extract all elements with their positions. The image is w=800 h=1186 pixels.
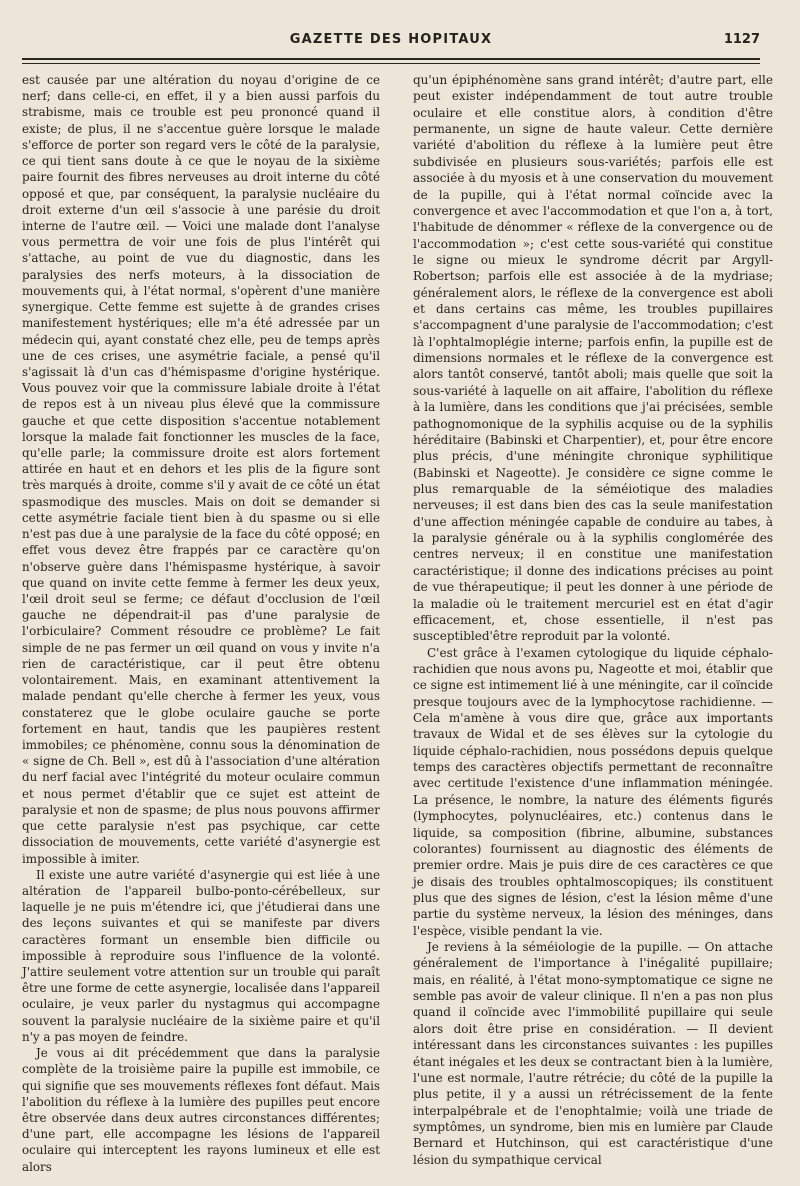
right-column <box>413 72 773 1168</box>
paragraph: Il existe une autre variété d'asynergie qui est liée à une altération de l'appareil bulbo-ponto-cérébelleux, sur laquelle je ne puis m'étendre ici, que j'étudierai dans une des leçons suivantes et qui se manifeste par divers caractères formant un ensemble bien difficile ou impossible à reproduire sous l'influence de la volonté. J'attire seulement votre attention sur un trouble qui paraît être une forme de cette asynergie, localisée dans l'appareil oculaire, je veux parler du nystagmus qui accompagne souvent la paralysie nucléaire de la sixième paire et qu'il n'y a pas moyen de feindre. <box>22 867 380 1044</box>
paragraph: est causée par une altération du noyau d'origine de ce nerf; dans celle-ci, en effet, il y a bien aussi parfois du strabisme, mais ce trouble est peu prononcé quand il existe; de plus, il ne s'accentue guère lorsque le malade s'efforce de porter son regard vers le côté de la paralysie, ce qui tient sans doute à ce que le noyau de la sixième paire fournit des fibres nerveuses au droit interne du côté opposé et que, par conséquent, la paralysie nucléaire du droit externe d'un œil s'associe à une parésie du droit interne de l'autre œil. — Voici une malade dont l'analyse vous permettra de voir une fois de plus l'intérêt qui s'attache, au point de vue du diagnostic, dans les paralysies des nerfs moteurs, à la dissociation de mouvements qui, à l'état normal, s'opèrent d'une manière synergique. Cette femme est sujette à de grandes crises manifestement hystériques; elle m'a été adressée par un médecin qui, ayant constaté chez elle, peu de temps après une de ces crises, une asymétrie faciale, a pensé qu'il s'agissait là d'un cas d'hémispasme d'origine hystérique. Vous pouvez voir que la commissure labiale droite à l'état de repos est à un niveau plus élevé que la commissure gauche et que cette disposition s'accentue notablement lorsque la malade fait fonctionner les muscles de la face, qu'elle parle; la commissure droite est alors fortement attirée en haut et en dehors et les plis de la figure sont très marqués à droite, comme s'il y avait de ce côté un état spasmodique des muscles. Mais on doit se demander si cette asymétrie faciale tient bien à du spasme ou si elle n'est pas due à une paralysie de la face du côté opposé; en effet vous devez être frappés par ce caractère qu'on n'observe guère dans l'hémispasme hystérique, à savoir que quand on invite cette femme à fermer les deux yeux, l'œil droit seul se ferme; ce défaut d'occlusion de l'œil gauche ne dépendrait-il pas d'une paralysie de l'orbiculaire? Comment résoudre ce problème? Le fait simple de ne pas fermer un œil quand on vous y invite n'a rien de caractéristique, car il peut être obtenu volontairement. Mais, en examinant attentivement la malade pendant qu'elle cherche à fermer les yeux, vous constaterez que le globe oculaire gauche se porte fortement en haut, tandis que les paupières restent immobiles; ce phénomène, connu sous la dénomination de « signe de Ch. Bell », est dû à l'association d'une altération du nerf facial avec l'intégrité du moteur oculaire commun et nous permet d'établir que ce sujet est atteint de paralysie et non de spasme; de plus nous pouvons affirmer que cette paralysie n'est pas psychique, car cette dissociation de mouvements, cette variété d'asynergie est impossible à imiter. <box>22 73 380 866</box>
paragraph: qu'un épiphénomène sans grand intérêt; d'autre part, elle peut exister indépendamment de tout autre trouble oculaire et elle constitue alors, à condition d'être permanente, un signe de haute valeur. Cette dernière variété d'abolition du réflexe à la lumière peut être subdivisée en plusieurs sous-variétés; parfois elle est associée à du myosis et à une conservation du mouvement de la pupille, qui à l'état normal coïncide avec la convergence et avec l'accommodation et que l'on a, à tort, l'habitude de dénommer « réflexe de la convergence ou de l'accommodation »; c'est cette sous-variété qui constitue le signe ou mieux le syndrome décrit par Argyll-Robertson; parfois elle est associée à de la mydriase; généralement alors, le réflexe de la convergence est aboli et dans certains cas même, les troubles pupillaires s'accompagnent d'une paralysie de l'accommodation; c'est là l'ophtalmoplégie interne; parfois enfin, la pupille est de dimensions normales et le réflexe de la convergence est alors tantôt conservé, tantôt aboli; mais quelle que soit la sous-variété à laquelle on ait affaire, l'abolition du réflexe à la lumière, dans les conditions que j'ai précisées, semble pathognomonique de la syphilis acquise ou de la syphilis héréditaire (Babinski et Charpentier), et, pour être encore plus précis, d'une méningite chronique syphilitique (Babinski et Nageotte). Je considère ce signe comme le plus remarquable de la séméiotique des maladies nerveuses; il est dans bien des cas la seule manifestation d'une affection méningée capable de conduire au tabes, à la paralysie générale ou à la syphilis conglomérée des centres nerveux; il en constitue une manifestation caractéristique; il donne des indications précises au point de vue thérapeutique; il peut les donner à une période de la maladie où le traitement mercuriel est en état d'agir efficacement, et, chose essentielle, il n'est pas susceptibled'être reproduit par la volonté. <box>413 73 773 644</box>
header-rule <box>22 58 760 64</box>
journal-title: GAZETTE DES HOPITAUX <box>289 32 493 47</box>
page-number: 1127 <box>723 32 760 47</box>
left-column <box>22 72 380 1175</box>
paragraph: Je vous ai dit précédemment que dans la paralysie complète de la troisième paire la pupille est immobile, ce qui signifie que ses mouvements réflexes font défaut. Mais l'abolition du réflexe à la lumière des pupilles peut encore être observée dans deux autres circonstances différentes; d'une part, elle accompagne les lésions de l'appareil oculaire qui interceptent les rayons lumineux et elle est alors <box>22 1046 380 1174</box>
paragraph: Je reviens à la séméiologie de la pupille. — On attache généralement de l'importance à l'inégalité pupillaire; mais, en réalité, à l'état mono-symptomatique ce signe ne semble pas avoir de valeur clinique. Il n'en a pas non plus quand il coïncide avec l'immobilité pupillaire qui seule alors doit être prise en considération. — Il devient intéressant dans les circonstances suivantes : les pupilles étant inégales et les deux se contractant bien à la lumière, l'une est normale, l'autre rétrécie; du côté de la pupille la plus petite, il y a aussi un rétrécissement de la fente interpalpébrale et de l'enophtalmie; voilà une triade de symptômes, un syndrome, bien mis en lumière par Claude Bernard et Hutchinson, qui est caractéristique d'une lésion du sympathique cervical <box>413 940 773 1167</box>
paragraph: C'est grâce à l'examen cytologique du liquide céphalo-rachidien que nous avons pu, Nageotte et moi, établir que ce signe est intimement lié à une méningite, car il coïncide presque toujours avec de la lymphocytose rachidienne. — Cela m'amène à vous dire que, grâce aux importants travaux de Widal et de ses élèves sur la cytologie du liquide céphalo-rachidien, nous possédons depuis quelque temps des caractères objectifs permettant de reconnaître avec certitude l'existence d'une inflammation méningée. La présence, le nombre, la nature des éléments figurés (lymphocytes, polynucléaires, etc.) contenus dans le liquide, sa composition (fibrine, albumine, substances colorantes) fournissent au diagnostic des éléments de premier ordre. Mais je puis dire de ces caractères ce que je disais des troubles ophtalmoscopiques; ils constituent plus que des signes de lésion, c'est la lésion même d'une partie du système nerveux, la lésion des méninges, dans l'espèce, visible pendant la vie. <box>413 645 773 938</box>
running-header <box>22 30 760 52</box>
